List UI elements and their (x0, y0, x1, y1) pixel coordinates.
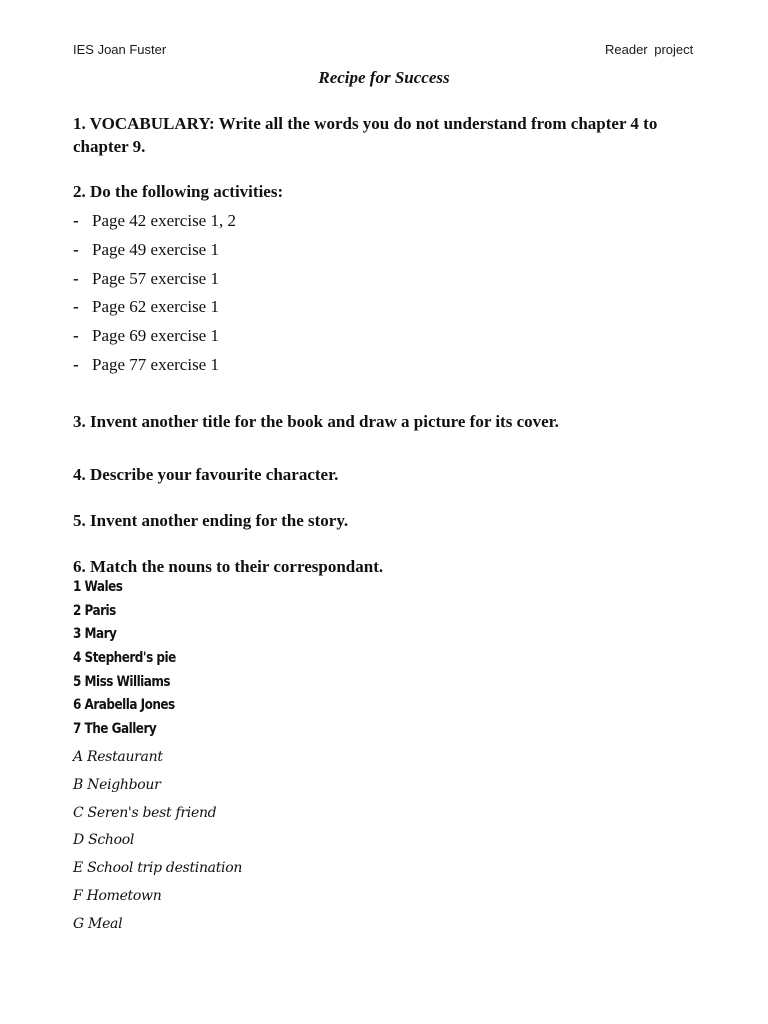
question-vocabulary: 1. VOCABULARY: Write all the words you do not understand from chapter 4 to chapter 9. (73, 114, 658, 156)
question-title-cover: 3. Invent another title for the book and draw a picture for its cover. (73, 412, 559, 431)
bullet-dash: - (73, 239, 79, 259)
activity-label: Page 42 exercise 1, 2 (92, 211, 236, 230)
noun-item: 7 The Gallery (73, 721, 157, 738)
correspondant-item: B Neighbour (73, 776, 161, 793)
correspondant-item: D School (73, 832, 135, 849)
noun-item: 2 Paris (73, 602, 116, 619)
correspondant-item: A Restaurant (73, 749, 163, 765)
activity-item (73, 295, 236, 324)
noun-item: 3 Mary (73, 626, 117, 643)
bullet-dash: - (73, 211, 79, 230)
bullet-dash: - (73, 297, 79, 317)
bullet-dash: - (73, 268, 79, 288)
correspondant-item: E School trip destination (73, 860, 243, 877)
noun-item: 6 Arabella Jones (73, 697, 175, 714)
activity-label: Page 62 exercise 1 (92, 297, 219, 317)
worksheet-title: Recipe for Success (318, 68, 450, 87)
question-ending: 5. Invent another ending for the story. (73, 511, 349, 530)
bullet-dash: - (73, 354, 79, 374)
correspondant-item: F Hometown (73, 887, 162, 904)
correspondant-item: C Seren's best friend (73, 804, 217, 821)
nouns-list (73, 576, 176, 742)
noun-item: 4 Stepherd's pie (73, 650, 176, 667)
project-label: Reader project (605, 42, 694, 57)
activities-list (73, 209, 236, 382)
activity-item (73, 267, 236, 296)
bullet-dash: - (73, 326, 79, 346)
activity-item (73, 353, 236, 382)
school-name: IES Joan Fuster (73, 42, 167, 57)
activity-label: Page 77 exercise 1 (92, 354, 219, 374)
correspondant-item: G Meal (73, 915, 123, 932)
activity-label: Page 57 exercise 1 (92, 268, 219, 288)
question-favourite-character: 4. Describe your favourite character. (73, 465, 339, 484)
activity-item (73, 238, 236, 267)
activity-label: Page 69 exercise 1 (92, 326, 219, 346)
activity-item (73, 209, 236, 238)
noun-item: 5 Miss Williams (73, 673, 171, 690)
noun-item: 1 Wales (73, 579, 123, 595)
activity-item (73, 324, 236, 353)
question-match: 6. Match the nouns to their correspondant. (73, 557, 384, 576)
activity-label: Page 49 exercise 1 (92, 239, 219, 259)
correspondants-list (73, 745, 242, 940)
question-activities: 2. Do the following activities: (73, 182, 284, 201)
